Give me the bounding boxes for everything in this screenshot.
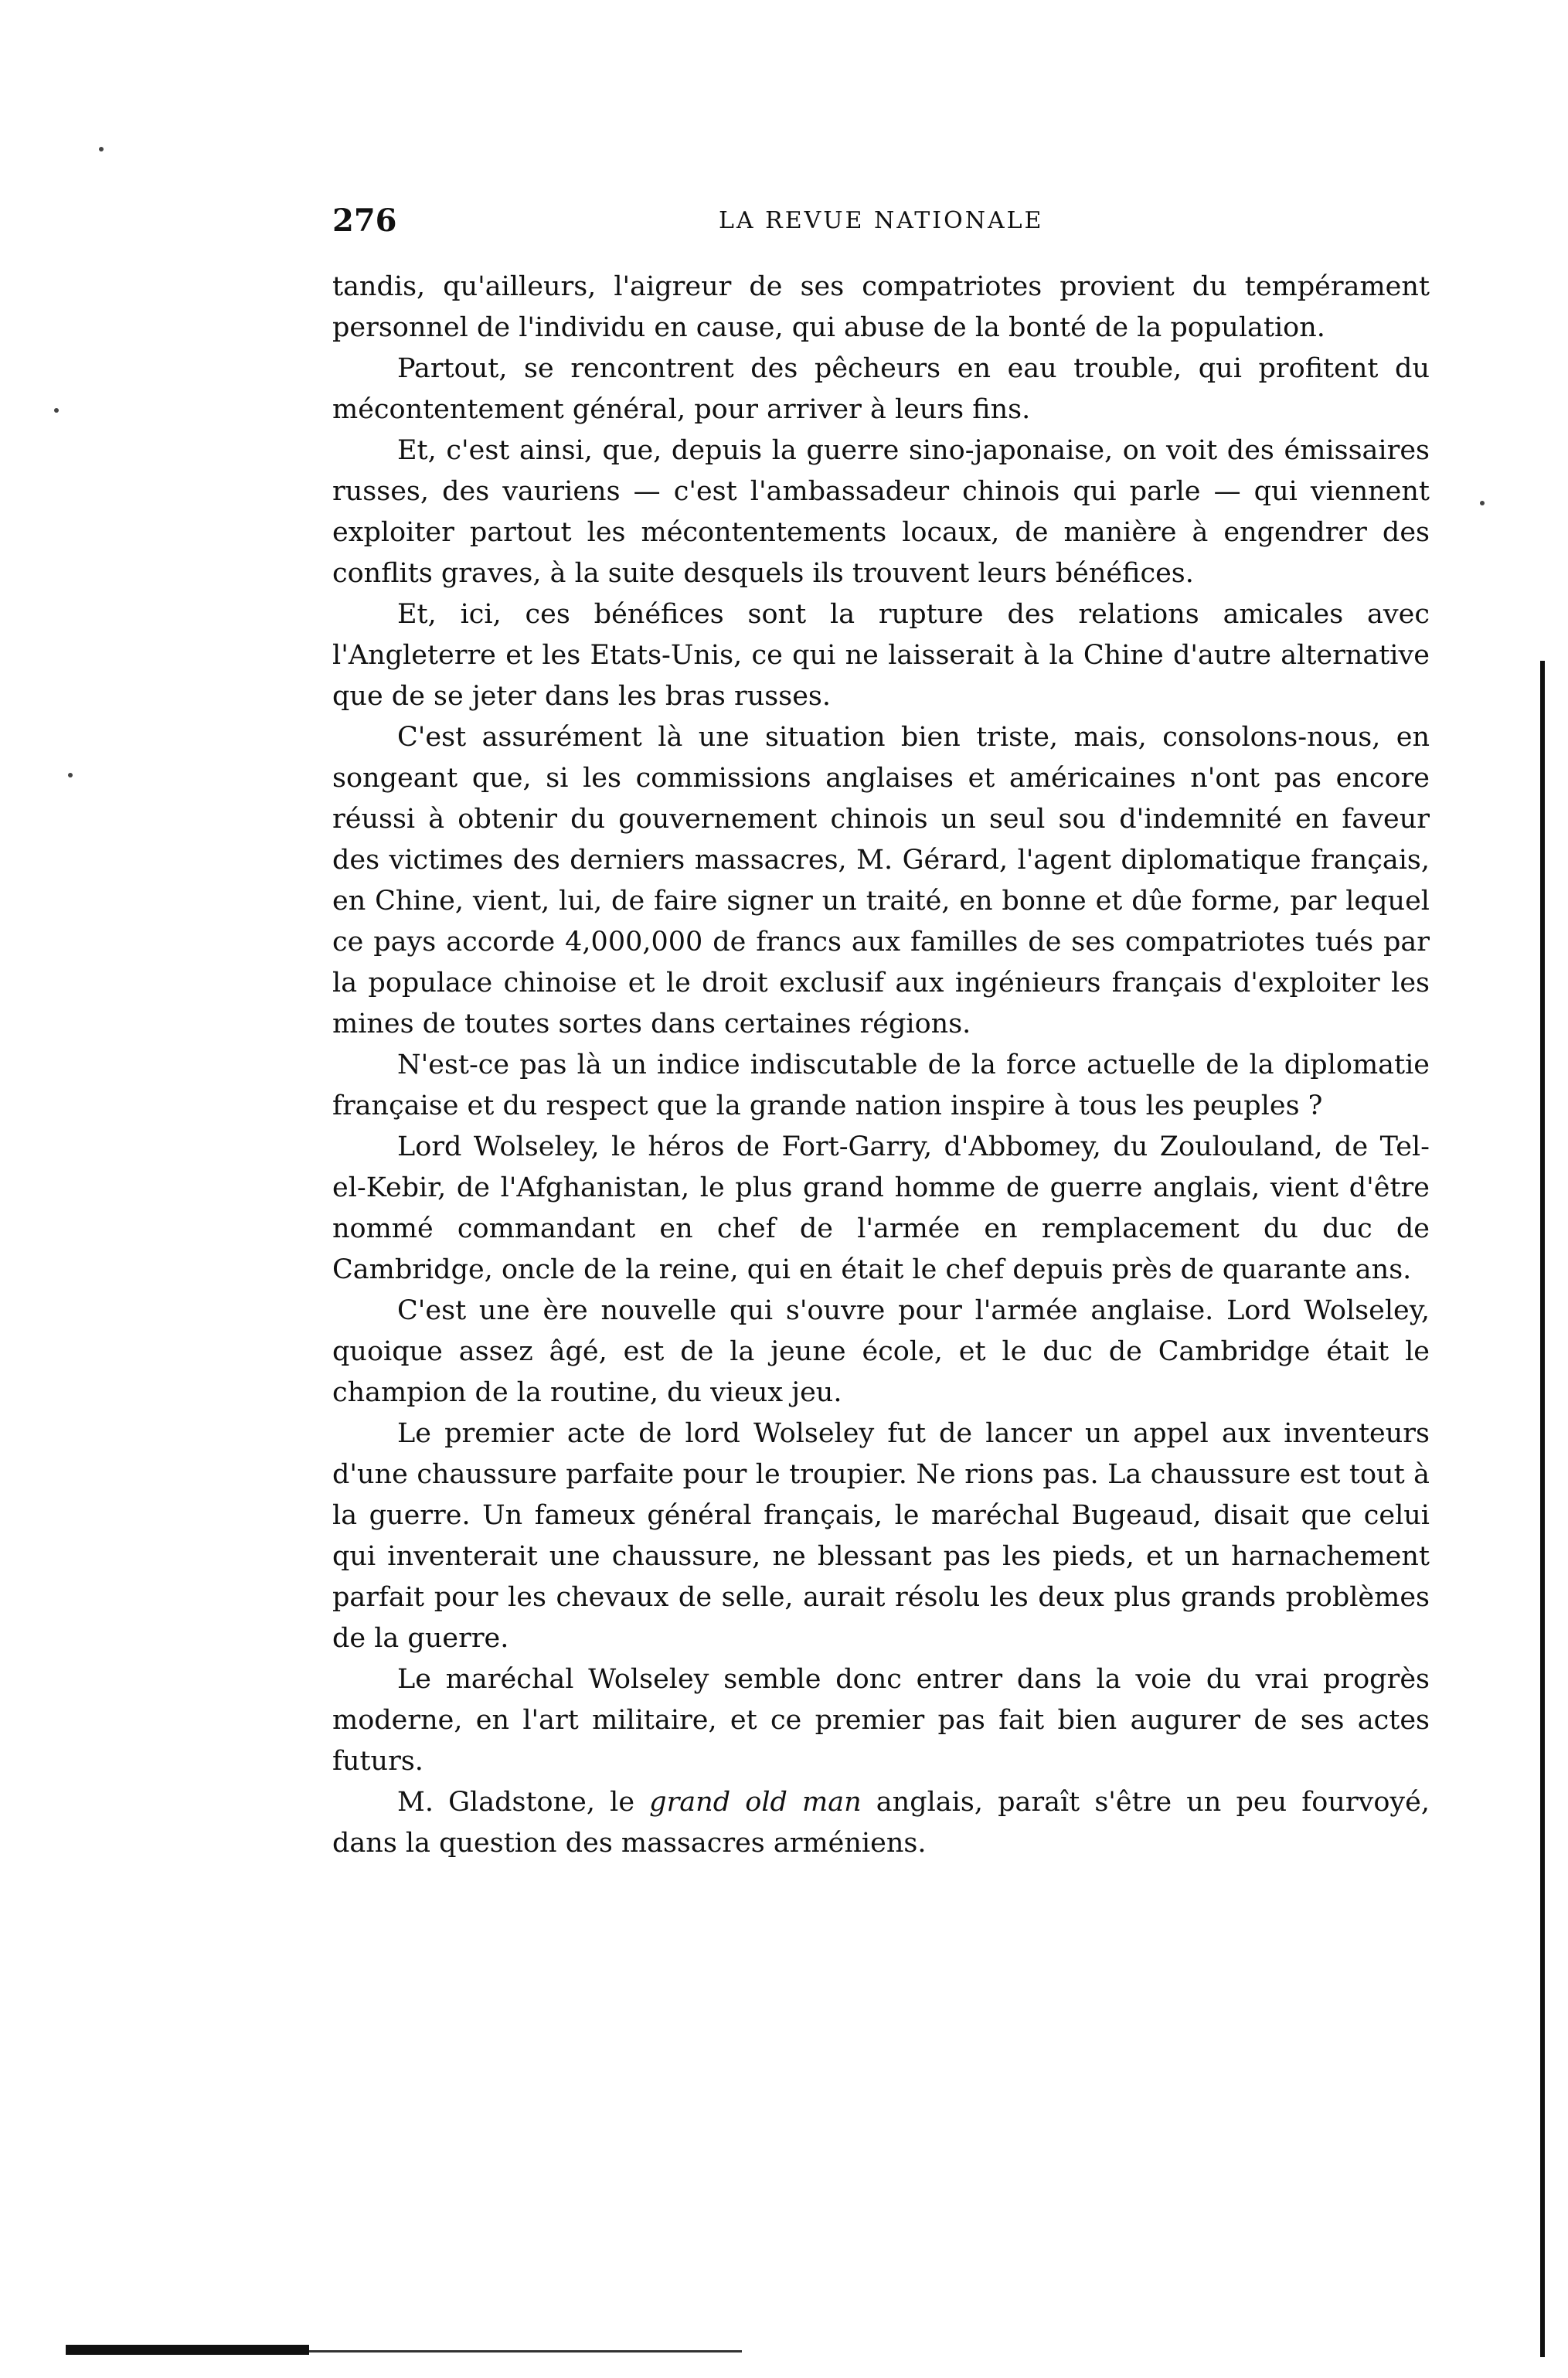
paragraph: C'est une ère nouvelle qui s'ouvre pour l'armée anglaise. Lord Wolseley, quoique assez âgé, est de la jeune école, et le duc de Cambridge était le champion de la routine, du vieux jeu. bbox=[332, 1295, 1430, 1408]
scan-edge-bottom-thin-rule bbox=[309, 2350, 742, 2352]
scan-edge-bottom-rule bbox=[66, 2345, 309, 2355]
paragraph: tandis, qu'ailleurs, l'aigreur de ses compatriotes provient du tempérament personnel de l'individu en cause, qui abuse de la bonté de la population. bbox=[332, 271, 1430, 343]
page-number: 276 bbox=[332, 202, 397, 239]
text-run: M. Gladstone, le bbox=[397, 1787, 650, 1818]
page-header bbox=[332, 202, 1430, 241]
scan-speck bbox=[1480, 501, 1485, 505]
paragraph: N'est-ce pas là un indice indiscutable de la force actuelle de la diplomatie française et du respect que la grande nation inspire à tous les peuples ? bbox=[332, 1050, 1430, 1121]
running-title: LA REVUE NATIONALE bbox=[719, 207, 1044, 234]
paragraph: Le maréchal Wolseley semble donc entrer dans la voie du vrai progrès moderne, en l'art militaire, et ce premier pas fait bien augurer de ses actes futurs. bbox=[332, 1664, 1430, 1777]
scan-speck bbox=[54, 408, 59, 413]
paragraph: C'est assurément là une situation bien triste, mais, consolons-nous, en songeant que, si les commissions anglaises et américaines n'ont pas encore réussi à obtenir du gouvernement chinois un seul sou d'indemnité en faveur des victimes des derniers massacres, M. Gérard, l'agent diplomatique français, en Chine, vient, lui, de faire signer un traité, en bonne et dûe forme, par lequel ce pays accorde 4,000,000 de francs aux familles de ses compatriotes tués par la populace chinoise et le droit exclusif aux ingénieurs français d'exploiter les mines de toutes sortes dans certaines régions. bbox=[332, 722, 1430, 1039]
body-text bbox=[332, 267, 1430, 1864]
paragraph: Partout, se rencontrent des pêcheurs en eau trouble, qui profitent du mécontentement général, pour arriver à leurs fins. bbox=[332, 353, 1430, 425]
paragraph: Lord Wolseley, le héros de Fort-Garry, d'Abbomey, du Zoulouland, de Tel-el-Kebir, de l'Afghanistan, le plus grand homme de guerre anglais, vient d'être nommé commandant en chef de l'armée en remplacement du duc de Cambridge, oncle de la reine, qui en était le chef depuis près de quarante ans. bbox=[332, 1131, 1430, 1285]
scan-speck bbox=[68, 773, 73, 777]
text-run: anglais, paraît s'être un peu fourvoyé, dans la question des massacres arméniens. bbox=[332, 1787, 1430, 1859]
paragraph: Le premier acte de lord Wolseley fut de lancer un appel aux inventeurs d'une chaussure parfaite pour le troupier. Ne rions pas. La chaussure est tout à la guerre. Un fameux général français, le maréchal Bugeaud, disait que celui qui inventerait une chaussure, ne blessant pas les pieds, et un harnachement parfait pour les chevaux de selle, aurait résolu les deux plus grands problèmes de la guerre. bbox=[332, 1418, 1430, 1654]
scan-speck bbox=[99, 147, 104, 151]
last-paragraph bbox=[332, 1782, 1430, 1864]
scan-edge-vertical-rule bbox=[1540, 661, 1545, 2357]
italic-phrase: grand old man bbox=[649, 1787, 862, 1818]
paragraph: Et, c'est ainsi, que, depuis la guerre sino-japonaise, on voit des émissaires russes, des vauriens — c'est l'ambassadeur chinois qui parle — qui viennent exploiter partout les mécontentements locaux, de manière à engendrer des conflits graves, à la suite desquels ils trouvent leurs bénéfices. bbox=[332, 435, 1430, 589]
paragraph: Et, ici, ces bénéfices sont la rupture des relations amicales avec l'Angleterre et les Etats-Unis, ce qui ne laisserait à la Chine d'autre alternative que de se jeter dans les bras russes. bbox=[332, 599, 1430, 712]
